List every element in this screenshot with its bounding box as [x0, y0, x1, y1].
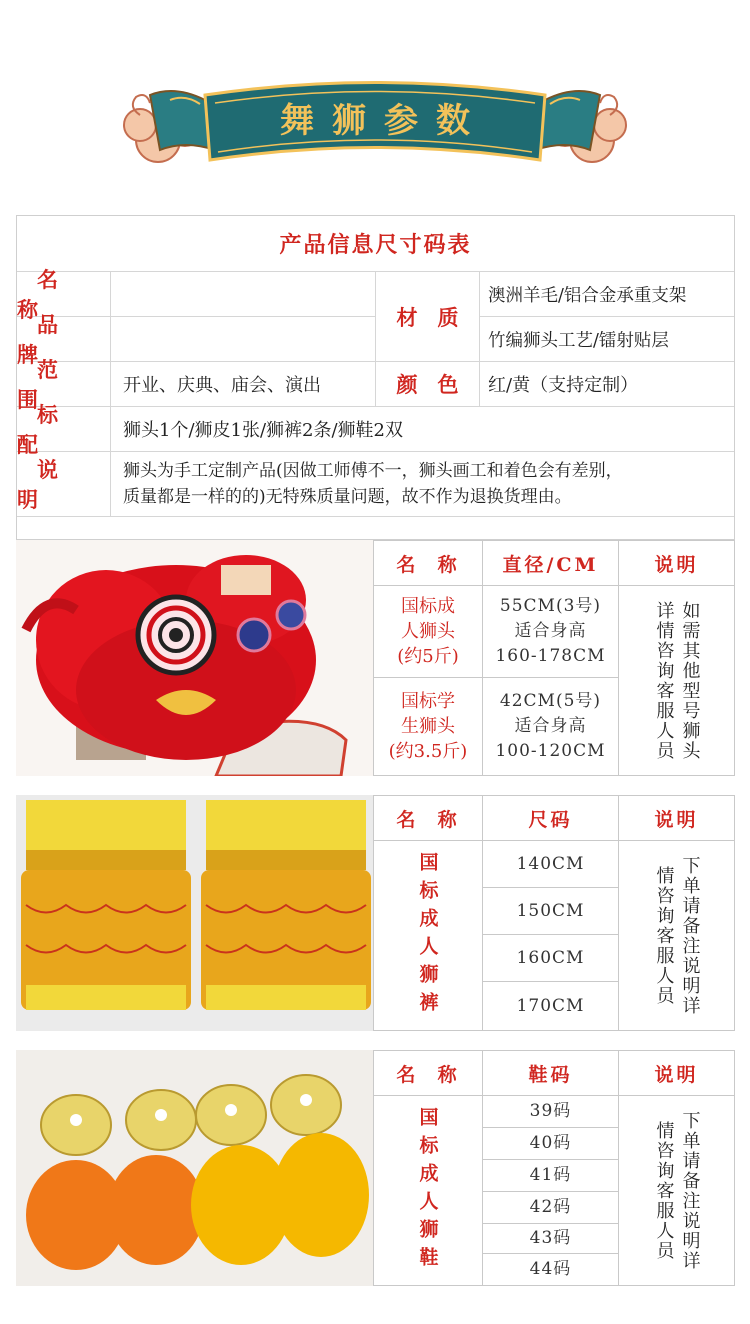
note-line-1: 狮头为手工定制产品(因做工师傅不一，狮头画工和着色会有差别， [123, 461, 623, 481]
note-label: 说明 [17, 452, 111, 517]
pants-size-row: 160CM [482, 934, 619, 982]
adult-head-name-line: 人狮头 [401, 621, 455, 642]
lion-pants-table [373, 795, 735, 1031]
adult-head-size-line: 适合身高 [514, 621, 587, 641]
name-value [111, 272, 376, 317]
note-line-2: 质量都是一样的的)无特殊质量问题，故不作为退换货理由。 [123, 487, 572, 507]
shoe-size-row: 42码 [482, 1191, 619, 1224]
adult-head-name-line: (约5斤) [397, 646, 459, 667]
adult-head-size [482, 585, 619, 678]
head-col-size-header: 直径/CM [482, 540, 619, 586]
color-value: 红/黄（支持定制） [480, 362, 734, 407]
banner-title: 舞狮参数 [280, 101, 488, 141]
scope-value: 开业、庆典、庙会、演出 [111, 362, 376, 407]
brand-value [111, 317, 376, 362]
material-label: 材质 [376, 272, 480, 362]
product-info-table [16, 215, 735, 540]
material-value-2: 竹编狮头工艺/镭射贴层 [480, 317, 734, 362]
lion-shoes-table [373, 1050, 735, 1286]
student-head-name-line: (约3.5斤) [388, 741, 468, 762]
head-note-text: 如需其他型号狮头详情咨询客服人员 [653, 600, 701, 761]
shoes-note-cell [618, 1095, 735, 1286]
shoes-name: 国标成人狮鞋 [416, 1106, 439, 1275]
color-label: 颜色 [376, 362, 480, 407]
lion-head-table [373, 540, 735, 776]
shoe-size-row: 39码 [482, 1095, 619, 1128]
shoe-size-row: 41码 [482, 1159, 619, 1192]
pants-note-cell [618, 840, 735, 1031]
lion-pants-photo [16, 795, 373, 1031]
head-note-cell [618, 585, 735, 776]
adult-head-name [373, 585, 483, 678]
brand-label: 品牌 [17, 317, 111, 362]
student-head-size-line: 42CM(5号) [499, 691, 602, 711]
head-col-name-header: 名 称 [373, 540, 483, 586]
adult-head-name-line: 国标成 [401, 596, 455, 617]
shoes-col-name-header: 名 称 [373, 1050, 483, 1096]
shoe-size-row: 40码 [482, 1127, 619, 1160]
student-head-size [482, 677, 619, 776]
pants-size-row: 140CM [482, 840, 619, 888]
adult-head-size-line: 55CM(3号) [499, 596, 602, 616]
table-title: 产品信息尺寸码表 [279, 232, 472, 258]
pants-col-note-header: 说明 [618, 795, 735, 841]
lion-shoes-photo [16, 1050, 373, 1286]
lion-head-photo [16, 540, 373, 776]
pants-note-text: 下单请备注说明详情咨询客服人员 [653, 855, 701, 1016]
pants-size-row: 170CM [482, 981, 619, 1031]
name-label: 名称 [17, 272, 111, 317]
pants-size-row: 150CM [482, 887, 619, 935]
spacer-row [17, 517, 734, 539]
student-head-name-line: 生狮头 [401, 716, 455, 737]
shoe-size-row: 43码 [482, 1223, 619, 1254]
config-value: 狮头1个/狮皮1张/狮裤2条/狮鞋2双 [111, 407, 734, 452]
pants-col-name-header: 名 称 [373, 795, 483, 841]
scope-label: 范围 [17, 362, 111, 407]
adult-head-size-line: 160-178CM [495, 646, 606, 666]
pants-col-size-header: 尺码 [482, 795, 619, 841]
shoes-col-note-header: 说明 [618, 1050, 735, 1096]
shoes-col-size-header: 鞋码 [482, 1050, 619, 1096]
pants-name-cell [373, 840, 483, 1031]
pants-name: 国标成人狮裤 [416, 851, 439, 1020]
head-col-note-header: 说明 [618, 540, 735, 586]
material-value-1: 澳洲羊毛/铝合金承重支架 [480, 272, 734, 317]
note-value [111, 452, 734, 517]
banner [0, 0, 750, 205]
config-label: 标配 [17, 407, 111, 452]
shoe-size-row: 44码 [482, 1253, 619, 1286]
student-head-name-line: 国标学 [401, 691, 455, 712]
student-head-name [373, 677, 483, 776]
student-head-size-line: 100-120CM [495, 741, 606, 761]
student-head-size-line: 适合身高 [514, 716, 587, 736]
shoes-note-text: 下单请备注说明详情咨询客服人员 [653, 1110, 701, 1271]
table-title-cell [17, 216, 734, 272]
shoes-name-cell [373, 1095, 483, 1286]
